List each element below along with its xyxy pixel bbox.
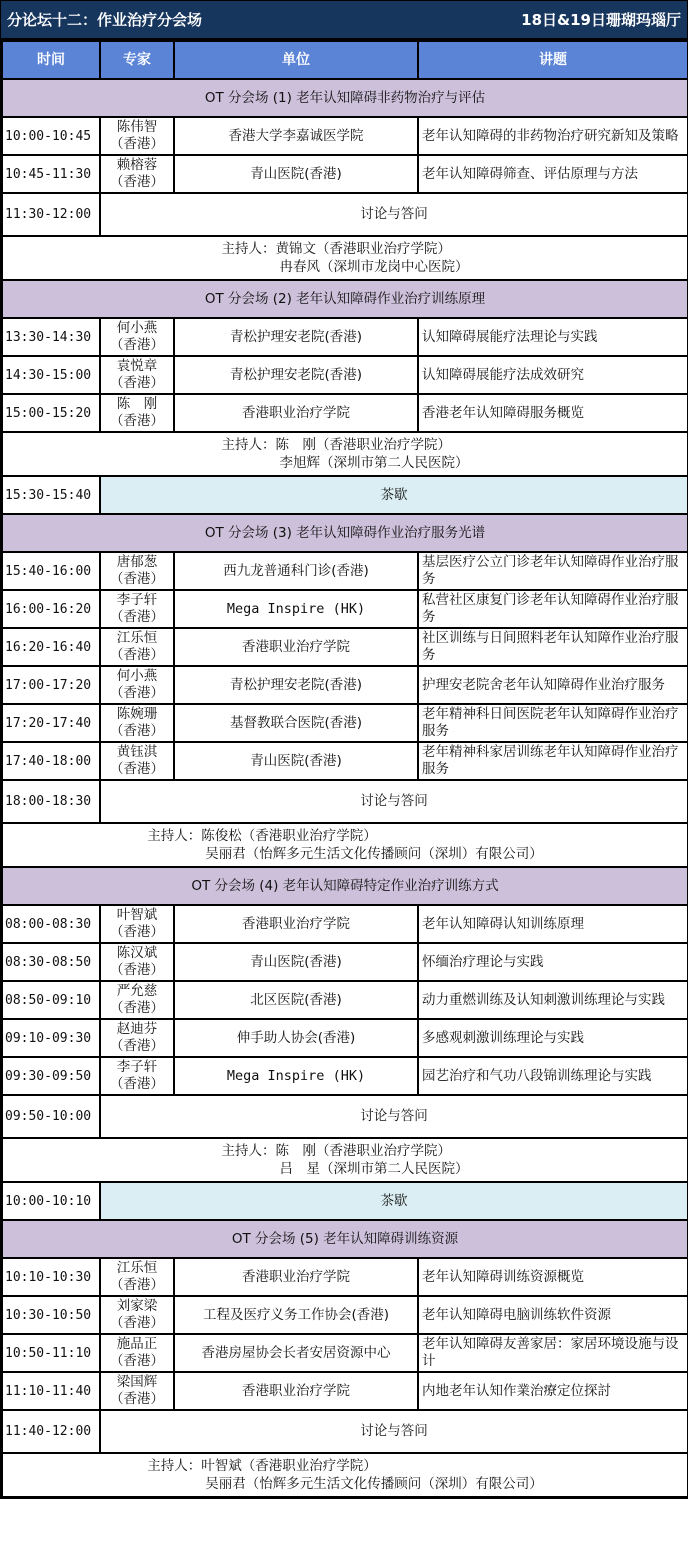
talk-unit: 基督教联合医院(香港) <box>174 704 418 742</box>
discussion-row <box>2 780 688 823</box>
moderator-line: 主持人：黄锦文（香港职业治疗学院） <box>221 241 451 257</box>
talk-time: 10:30-10:50 <box>2 1296 100 1334</box>
talk-time: 17:20-17:40 <box>2 704 100 742</box>
moderator-line: 吕 星（深圳市第二人民医院） <box>279 1161 469 1177</box>
title-bar <box>1 1 687 40</box>
talk-unit: 北区医院(香港) <box>174 981 418 1019</box>
speaker-region: （香港） <box>110 1353 164 1369</box>
moderator-row <box>2 823 688 867</box>
talk-row <box>2 943 688 981</box>
talk-speaker <box>100 590 174 628</box>
talk-speaker <box>100 552 174 590</box>
talk-unit: 香港职业治疗学院 <box>174 1372 418 1410</box>
speaker-name: 施品正 <box>116 1336 158 1352</box>
session-title: OT 分会场 (5) 老年认知障碍训练资源 <box>2 1220 688 1258</box>
moderator-row <box>2 432 688 476</box>
venue-label: 18日&19日珊瑚玛瑙厅 <box>521 11 681 29</box>
session-header-row <box>2 1220 688 1258</box>
discussion-time: 09:50-10:00 <box>2 1095 100 1138</box>
talk-topic: 香港老年认知障碍服务概览 <box>418 394 688 432</box>
talk-topic: 老年认知障碍认知训练原理 <box>418 905 688 943</box>
session-title: OT 分会场 (4) 老年认知障碍特定作业治疗训练方式 <box>2 867 688 905</box>
speaker-region: （香港） <box>110 413 164 429</box>
speaker-region: （香港） <box>110 723 164 739</box>
discussion-label: 讨论与答问 <box>100 1095 688 1138</box>
speaker-name: 江乐恒 <box>116 1260 158 1276</box>
moderator-line: 冉春风（深圳市龙岗中心医院） <box>279 259 469 275</box>
talk-row <box>2 155 688 193</box>
talk-speaker <box>100 704 174 742</box>
talk-row <box>2 1334 688 1372</box>
moderators-cell <box>2 1453 688 1497</box>
talk-time: 17:00-17:20 <box>2 666 100 704</box>
talk-unit: 西九龙普通科门诊(香港) <box>174 552 418 590</box>
speaker-name: 唐郁葱 <box>116 554 158 570</box>
talk-row <box>2 981 688 1019</box>
talk-topic: 护理安老院舍老年认知障碍作业治疗服务 <box>418 666 688 704</box>
break-label: 茶歇 <box>100 1182 688 1220</box>
speaker-region: （香港） <box>110 647 164 663</box>
talk-time: 10:00-10:45 <box>2 117 100 155</box>
talk-time: 08:50-09:10 <box>2 981 100 1019</box>
talk-topic: 多感观刺激训练理论与实践 <box>418 1019 688 1057</box>
speaker-region: （香港） <box>110 1076 164 1092</box>
session-title: OT 分会场 (2) 老年认知障碍作业治疗训练原理 <box>2 280 688 318</box>
moderator-line: 主持人：陈 刚（香港职业治疗学院） <box>221 437 451 453</box>
talk-time: 10:10-10:30 <box>2 1258 100 1296</box>
speaker-name: 叶智斌 <box>116 907 158 923</box>
moderators-cell <box>2 823 688 867</box>
talk-time: 08:30-08:50 <box>2 943 100 981</box>
talk-row <box>2 117 688 155</box>
talk-topic: 老年认知障碍筛查、评估原理与方法 <box>418 155 688 193</box>
talk-speaker <box>100 1019 174 1057</box>
talk-unit: 香港职业治疗学院 <box>174 628 418 666</box>
speaker-name: 刘家梁 <box>116 1298 158 1314</box>
discussion-row <box>2 193 688 236</box>
moderator-line: 主持人：陈 刚（香港职业治疗学院） <box>221 1143 451 1159</box>
speaker-name: 黄钰淇 <box>116 744 158 760</box>
speaker-region: （香港） <box>110 1000 164 1016</box>
talk-speaker <box>100 1372 174 1410</box>
speaker-name: 陈伟智 <box>116 119 158 135</box>
talk-row <box>2 666 688 704</box>
talk-topic: 社区训练与日间照料老年认知障作业治疗服务 <box>418 628 688 666</box>
moderator-line: 吴丽君（怡辉多元生活文化传播顾问（深圳）有限公司） <box>205 1476 543 1492</box>
talk-speaker <box>100 742 174 780</box>
talk-row <box>2 394 688 432</box>
break-time: 15:30-15:40 <box>2 476 100 514</box>
talk-row <box>2 704 688 742</box>
speaker-region: （香港） <box>110 761 164 777</box>
talk-unit: 青山医院(香港) <box>174 155 418 193</box>
speaker-name: 陈婉珊 <box>116 706 158 722</box>
talk-topic: 老年认知障碍训练资源概览 <box>418 1258 688 1296</box>
schedule-body <box>2 79 688 1497</box>
talk-row <box>2 590 688 628</box>
moderator-row <box>2 236 688 280</box>
moderators-list <box>222 436 469 472</box>
break-label: 茶歇 <box>100 476 688 514</box>
session-title: OT 分会场 (1) 老年认知障碍非药物治疗与评估 <box>2 79 688 117</box>
talk-row <box>2 1296 688 1334</box>
talk-unit: 香港大学李嘉诚医学院 <box>174 117 418 155</box>
moderators-list <box>222 240 469 276</box>
talk-time: 14:30-15:00 <box>2 356 100 394</box>
tea-break-row <box>2 476 688 514</box>
talk-time: 16:00-16:20 <box>2 590 100 628</box>
speaker-name: 李子轩 <box>116 592 158 608</box>
speaker-region: （香港） <box>110 1391 164 1407</box>
session-header-row <box>2 867 688 905</box>
talk-topic: 认知障碍展能疗法理论与实践 <box>418 318 688 356</box>
speaker-name: 陈汉斌 <box>116 945 158 961</box>
discussion-time: 11:30-12:00 <box>2 193 100 236</box>
talk-unit: 青山医院(香港) <box>174 943 418 981</box>
talk-unit: 工程及医疗义务工作协会(香港) <box>174 1296 418 1334</box>
moderators-list <box>222 1142 469 1178</box>
talk-row <box>2 552 688 590</box>
talk-speaker <box>100 155 174 193</box>
speaker-name: 严允慈 <box>116 983 158 999</box>
talk-time: 15:40-16:00 <box>2 552 100 590</box>
moderators-list <box>147 1457 543 1493</box>
discussion-label: 讨论与答问 <box>100 193 688 236</box>
talk-topic: 基层医疗公立门诊老年认知障碍作业治疗服务 <box>418 552 688 590</box>
moderators-cell <box>2 432 688 476</box>
talk-speaker <box>100 1334 174 1372</box>
talk-speaker <box>100 666 174 704</box>
talk-topic: 动力重燃训练及认知刺激训练理论与实践 <box>418 981 688 1019</box>
moderator-line: 主持人：叶智斌（香港职业治疗学院） <box>147 1458 377 1474</box>
talk-topic: 内地老年认知作業治療定位探討 <box>418 1372 688 1410</box>
talk-topic: 老年认知障碍友善家居：家居环境设施与设计 <box>418 1334 688 1372</box>
talk-unit: 香港房屋协会长者安居资源中心 <box>174 1334 418 1372</box>
speaker-name: 李子轩 <box>116 1059 158 1075</box>
talk-time: 10:45-11:30 <box>2 155 100 193</box>
column-header-unit: 单位 <box>174 41 418 79</box>
talk-topic: 认知障碍展能疗法成效研究 <box>418 356 688 394</box>
talk-time: 08:00-08:30 <box>2 905 100 943</box>
speaker-name: 袁悦章 <box>116 358 158 374</box>
moderator-row <box>2 1453 688 1497</box>
discussion-label: 讨论与答问 <box>100 780 688 823</box>
speaker-region: （香港） <box>110 685 164 701</box>
column-header-time: 时间 <box>2 41 100 79</box>
talk-speaker <box>100 943 174 981</box>
talk-row <box>2 356 688 394</box>
session-header-row <box>2 79 688 117</box>
talk-unit: Mega Inspire (HK) <box>174 590 418 628</box>
talk-time: 16:20-16:40 <box>2 628 100 666</box>
discussion-label: 讨论与答问 <box>100 1410 688 1453</box>
speaker-region: （香港） <box>110 609 164 625</box>
talk-topic: 园艺治疗和气功八段锦训练理论与实践 <box>418 1057 688 1095</box>
moderator-row <box>2 1138 688 1182</box>
column-header-topic: 讲题 <box>418 41 688 79</box>
talk-unit: 青松护理安老院(香港) <box>174 318 418 356</box>
talk-row <box>2 742 688 780</box>
discussion-row <box>2 1410 688 1453</box>
speaker-name: 陈 刚 <box>116 396 158 412</box>
discussion-time: 18:00-18:30 <box>2 780 100 823</box>
talk-row <box>2 1019 688 1057</box>
talk-time: 10:50-11:10 <box>2 1334 100 1372</box>
discussion-time: 11:40-12:00 <box>2 1410 100 1453</box>
talk-speaker <box>100 117 174 155</box>
talk-time: 15:00-15:20 <box>2 394 100 432</box>
talk-time: 09:30-09:50 <box>2 1057 100 1095</box>
talk-time: 17:40-18:00 <box>2 742 100 780</box>
talk-unit: 香港职业治疗学院 <box>174 905 418 943</box>
speaker-region: （香港） <box>110 1038 164 1054</box>
speaker-name: 赖榕蓉 <box>116 157 158 173</box>
column-header-speaker: 专家 <box>100 41 174 79</box>
speaker-region: （香港） <box>110 962 164 978</box>
speaker-name: 赵迪芬 <box>116 1021 158 1037</box>
forum-title: 分论坛十二：作业治疗分会场 <box>7 11 203 29</box>
moderators-list <box>147 827 543 863</box>
speaker-region: （香港） <box>110 375 164 391</box>
talk-row <box>2 905 688 943</box>
discussion-row <box>2 1095 688 1138</box>
talk-time: 09:10-09:30 <box>2 1019 100 1057</box>
talk-unit: Mega Inspire (HK) <box>174 1057 418 1095</box>
speaker-name: 江乐恒 <box>116 630 158 646</box>
talk-topic: 老年认知障碍的非药物治疗研究新知及策略 <box>418 117 688 155</box>
moderators-cell <box>2 236 688 280</box>
speaker-region: （香港） <box>110 1315 164 1331</box>
speaker-name: 何小燕 <box>116 320 158 336</box>
talk-unit: 伸手助人协会(香港) <box>174 1019 418 1057</box>
tea-break-row <box>2 1182 688 1220</box>
column-header-row <box>2 41 688 79</box>
talk-speaker <box>100 394 174 432</box>
speaker-name: 何小燕 <box>116 668 158 684</box>
speaker-region: （香港） <box>110 571 164 587</box>
speaker-region: （香港） <box>110 337 164 353</box>
talk-topic: 老年精神科家居训练老年认知障碍作业治疗服务 <box>418 742 688 780</box>
session-header-row <box>2 280 688 318</box>
speaker-region: （香港） <box>110 924 164 940</box>
talk-speaker <box>100 905 174 943</box>
talk-speaker <box>100 1057 174 1095</box>
moderator-line: 主持人：陈俊松（香港职业治疗学院） <box>147 828 377 844</box>
speaker-region: （香港） <box>110 136 164 152</box>
talk-row <box>2 1057 688 1095</box>
schedule-table <box>1 40 688 1498</box>
talk-time: 11:10-11:40 <box>2 1372 100 1410</box>
talk-row <box>2 1372 688 1410</box>
speaker-region: （香港） <box>110 1277 164 1293</box>
talk-unit: 香港职业治疗学院 <box>174 394 418 432</box>
session-header-row <box>2 514 688 552</box>
talk-unit: 香港职业治疗学院 <box>174 1258 418 1296</box>
talk-speaker <box>100 318 174 356</box>
talk-row <box>2 628 688 666</box>
moderator-line: 吴丽君（怡辉多元生活文化传播顾问（深圳）有限公司） <box>205 846 543 862</box>
talk-topic: 老年认知障碍电脑训练软件资源 <box>418 1296 688 1334</box>
talk-time: 13:30-14:30 <box>2 318 100 356</box>
talk-speaker <box>100 1296 174 1334</box>
talk-speaker <box>100 356 174 394</box>
session-title: OT 分会场 (3) 老年认知障碍作业治疗服务光谱 <box>2 514 688 552</box>
talk-row <box>2 1258 688 1296</box>
talk-unit: 青松护理安老院(香港) <box>174 666 418 704</box>
speaker-name: 梁国辉 <box>116 1374 158 1390</box>
talk-speaker <box>100 1258 174 1296</box>
moderator-line: 李旭辉（深圳市第二人民医院） <box>279 455 469 471</box>
talk-topic: 怀缅治疗理论与实践 <box>418 943 688 981</box>
speaker-region: （香港） <box>110 174 164 190</box>
talk-unit: 青松护理安老院(香港) <box>174 356 418 394</box>
break-time: 10:00-10:10 <box>2 1182 100 1220</box>
talk-row <box>2 318 688 356</box>
talk-unit: 青山医院(香港) <box>174 742 418 780</box>
talk-topic: 老年精神科日间医院老年认知障碍作业治疗服务 <box>418 704 688 742</box>
moderators-cell <box>2 1138 688 1182</box>
talk-speaker <box>100 628 174 666</box>
talk-topic: 私营社区康复门诊老年认知障碍作业治疗服务 <box>418 590 688 628</box>
talk-speaker <box>100 981 174 1019</box>
